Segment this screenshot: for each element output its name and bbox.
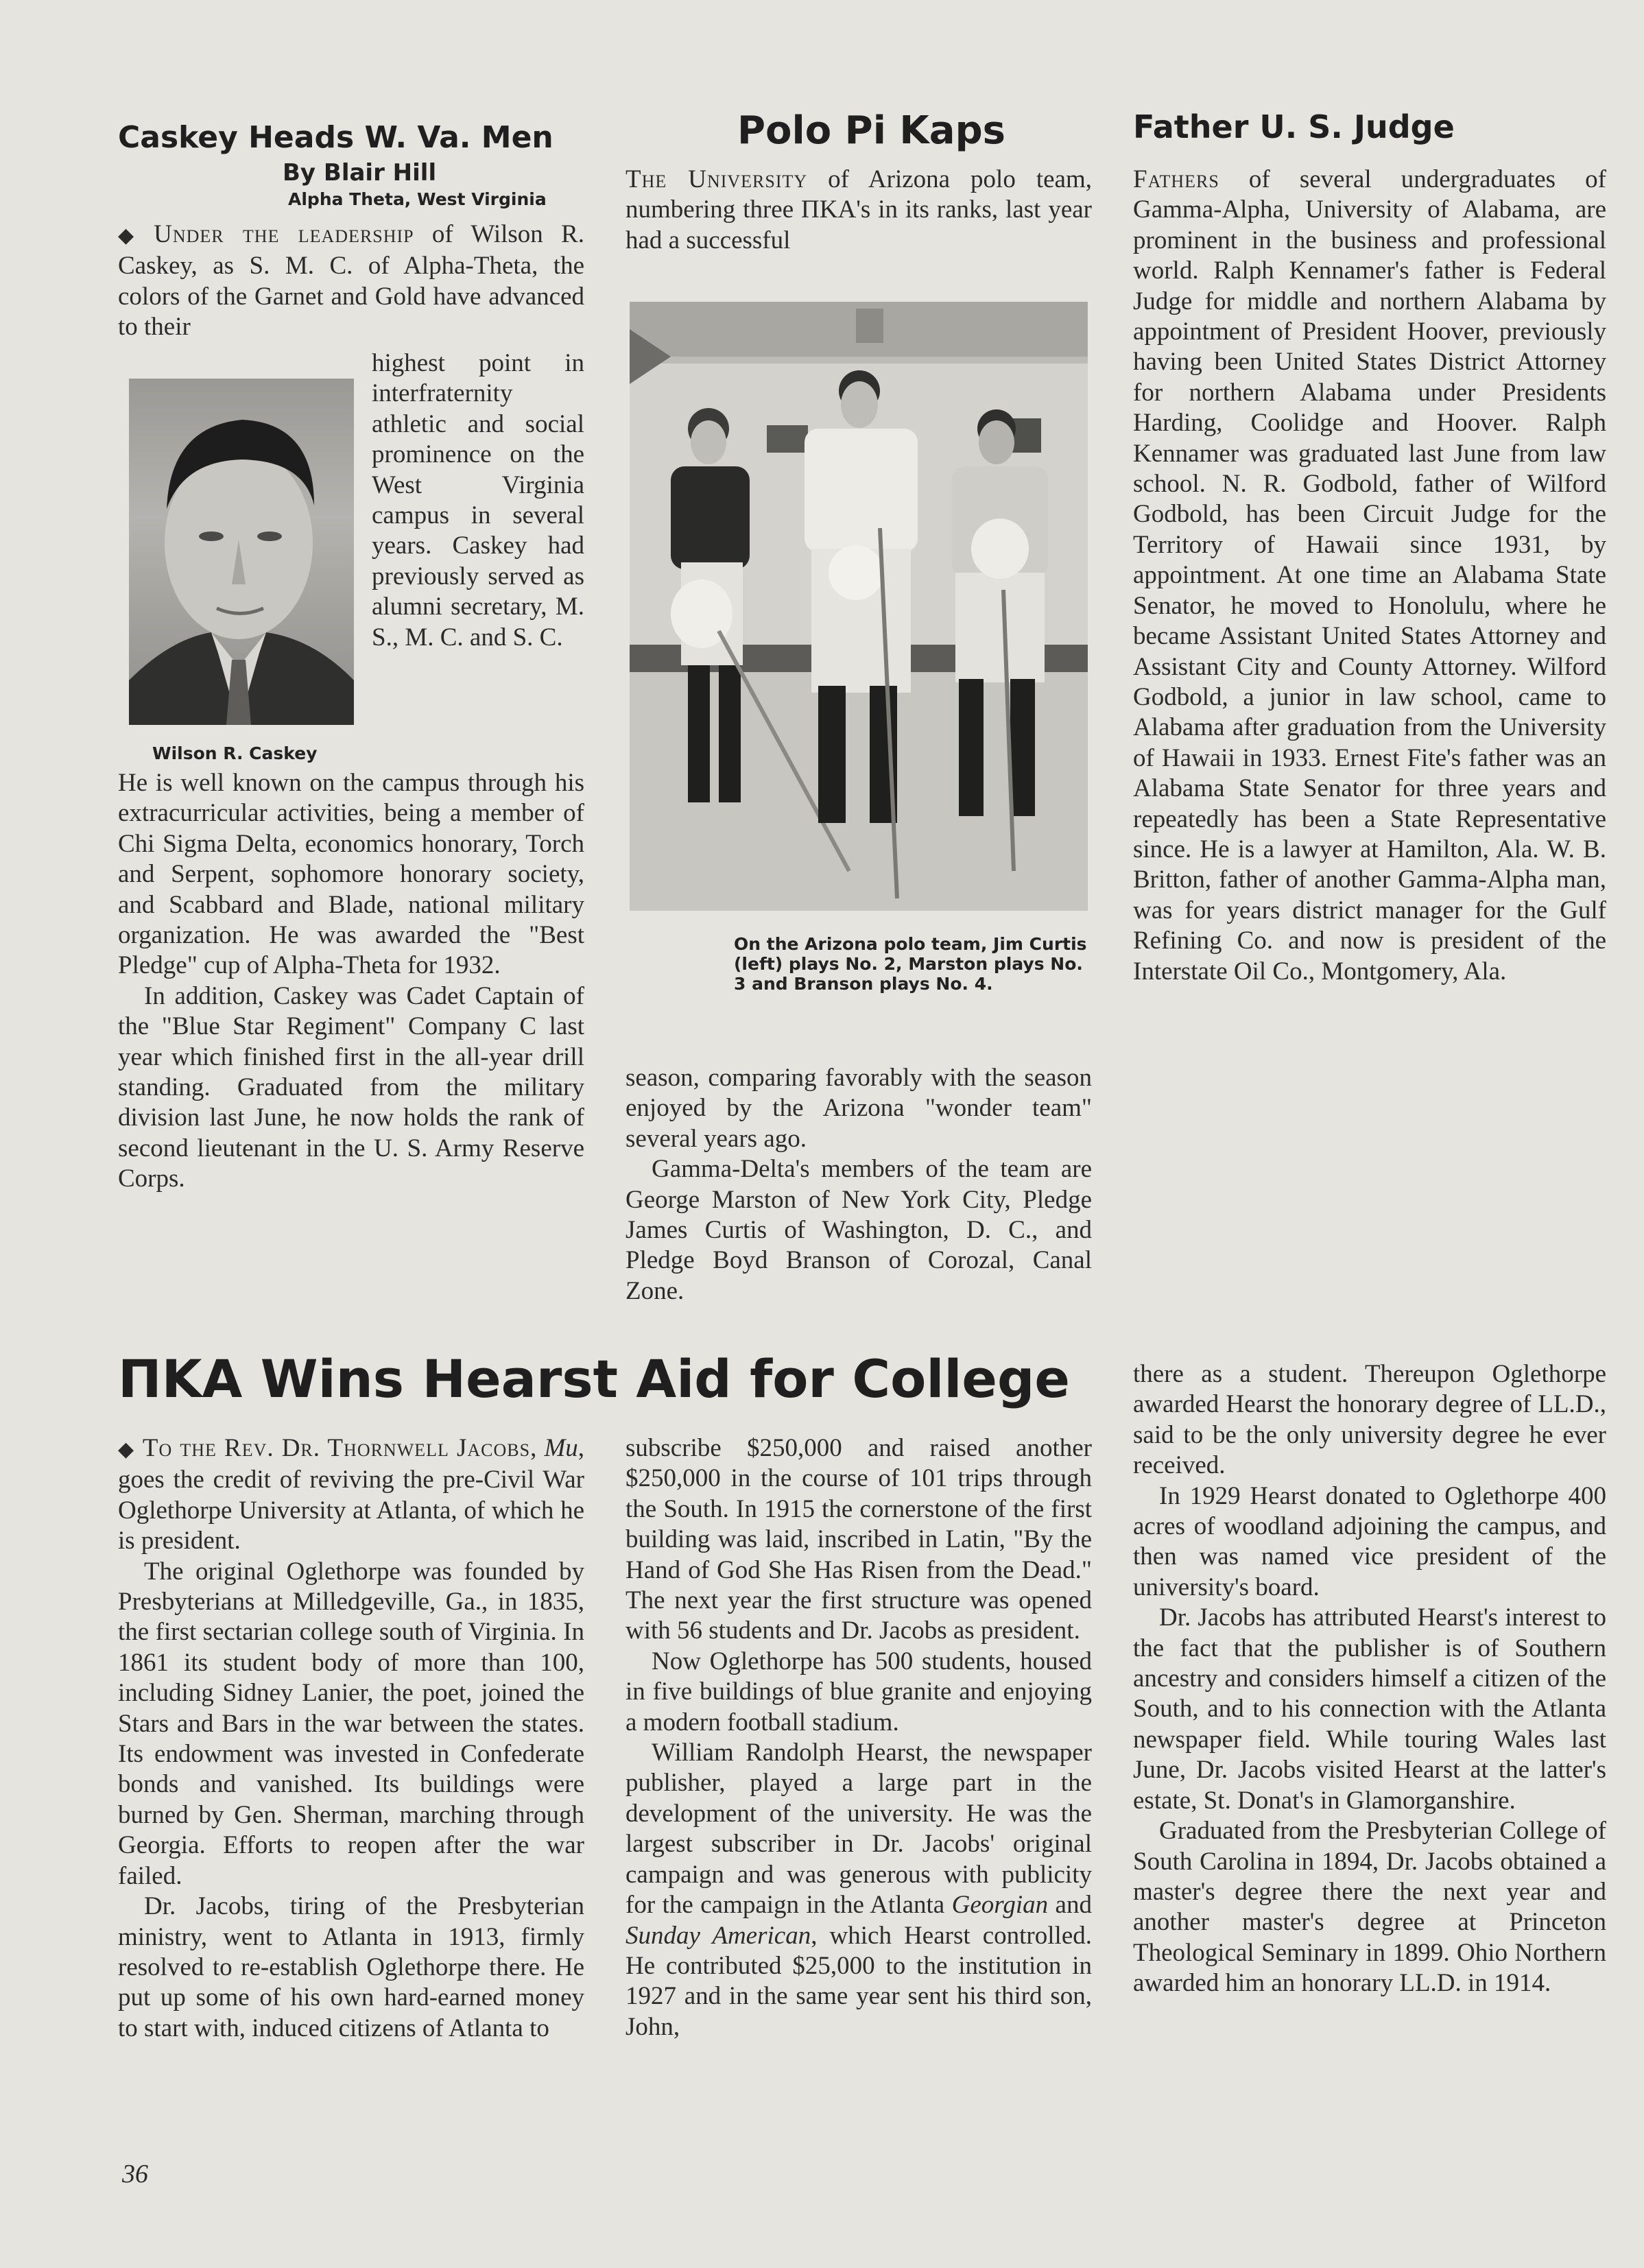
judge-headline: Father U. S. Judge xyxy=(1133,108,1455,145)
polo-body-para1: season, comparing favorably with the season enjoyed by the Arizona "wonder team" several years ago. xyxy=(626,1064,1092,1153)
hearst-c3-para1: there as a student. Thereupon Oglethorpe awarded Hearst the honorary degree of LL.D., said to be the only university degree he ever received. xyxy=(1133,1360,1606,1480)
hearst-col1 xyxy=(118,1433,584,2044)
bullet-diamond-icon: ◆ xyxy=(118,1438,134,1461)
caskey-body-para1: He is well known on the campus through his extracurricular activities, being a member of Chi Sigma Delta, economics honorary, Torch and Serpent, sophomore honorary society, and Scabbard and Blade, national military organization. He was awarded the "Best Pledge" cup of Alpha-Theta for 1932. xyxy=(118,769,584,980)
hearst-lead-rest: , goes the credit of reviving the pre-Civil War Oglethorpe University at Atlanta, of which he is president. xyxy=(118,1434,585,1555)
polo-intro-lead: The University xyxy=(626,165,808,193)
hearst-c2-para3 xyxy=(626,1738,1092,2042)
hearst-lead-para xyxy=(118,1433,584,1557)
caskey-byline-affiliation: Alpha Theta, West Virginia xyxy=(288,189,547,209)
hearst-georgian: Georgian xyxy=(951,1891,1049,1920)
hearst-col3 xyxy=(1133,1359,1606,1999)
judge-body-rest: of several undergraduates of Gamma-Alpha, University of Alabama, are prominent in the business and professional world. Ralph Kennamer's father is Federal Judge for middle and northern Alabama by appointment of President Hoover, previously having been United States District Attorney for northern Alabama under Presidents Harding, Coolidge and Hoover. Ralph Kennamer was graduated last June from law school. N. R. Godbold, father of Wilford Godbold, has been Circuit Judge for the Territory of Hawaii since 1931, by appointment. At one time an Alabama State Senator, he moved to Honolulu, where he became Assistant United States Attorney and Assistant City and County Attorney. Wilford Godbold, a junior in law school, came to Alabama after graduation from the University of Hawaii in 1933. Ernest Fite's father was an Alabama State Senator for three years and repeatedly has been a State Representative since. He is a lawyer at Hamilton, Ala. W. B. Britton, father of another Gamma-Alpha man, was for years district manager for the Gulf Refining Co. and now is president of the Interstate Oil Co., Montgomery, Ala. xyxy=(1133,165,1606,986)
polo-intro-para xyxy=(626,165,1092,256)
hearst-c2-para3a: William Randolph Hearst, the newspaper publisher, played a large part in the development of the university. He was the largest subscriber in Dr. Jacobs' original campaign and was generous with publicity for the campaign in the Atlanta xyxy=(626,1739,1092,1920)
hearst-c3-para2: In 1929 Hearst donated to Oglethorpe 400 acres of woodland adjoining the campus, and then was named vice president of the university's board. xyxy=(1133,1481,1606,1601)
hearst-headline: ΠKA Wins Hearst Aid for College xyxy=(118,1348,1070,1409)
caskey-intro-rest: of Wilson R. Caskey, as S. M. C. of Alpha-Theta, the colors of the Garnet and Gold have advanced to their xyxy=(118,220,584,342)
hearst-and: and xyxy=(1048,1891,1092,1920)
portrait-illustration xyxy=(129,379,354,725)
polo-intro-rest: of Arizona polo team, numbering three ΠKA's in its ranks, last year had a successful xyxy=(626,165,1092,254)
caskey-wrap-para: highest point in interfraternity athletic and social prominence on the West Virginia campus in several years. Caskey had previously served as alumni secretary, M. S., M. C. and S. C. xyxy=(372,349,584,652)
caskey-headline: Caskey Heads W. Va. Men xyxy=(118,120,553,155)
hearst-lead-sc: To the Rev. Dr. Thornwell Jacobs, xyxy=(142,1434,538,1462)
page-number: 36 xyxy=(122,2160,148,2188)
caskey-intro xyxy=(118,219,584,343)
hearst-c3-para3: Dr. Jacobs has attributed Hearst's interest to the fact that the publisher is of Southern ancestry and considers himself a citizen of the South, and to his connection with the Atlanta newspaper field. While touring Wales last June, Dr. Jacobs visited Hearst at the latter's estate, St. Donat's in Glamorganshire. xyxy=(1133,1603,1606,1815)
hearst-c1-para3: Dr. Jacobs, tiring of the Presbyterian ministry, went to Atlanta in 1913, firmly resolved to re-establish Oglethorpe there. He put up some of his own hard-earned money to start with, induced citizens of Atlanta to xyxy=(118,1892,584,2042)
hearst-lead-mu: Mu xyxy=(544,1434,578,1462)
caskey-byline: By Blair Hill xyxy=(283,159,437,187)
hearst-c1-para2: The original Oglethorpe was founded by Presbyterians at Milledgeville, Ga., in 1835, the first sectarian college south of Virginia. In 1861 its student body of more than 100, including Sidney Lanier, the poet, joined the Stars and Bars in the war between the states. Its endowment was invested in Confederate bonds and vanished. Its buildings were burned by Gen. Sherman, marching through Georgia. Efforts to reopen after the war failed. xyxy=(118,1557,584,1890)
caskey-portrait xyxy=(129,379,354,725)
judge-body xyxy=(1133,165,1606,987)
hearst-c2-para1: subscribe $250,000 and raised another $250,000 in the course of 101 trips through the South. In 1915 the cornerstone of the first building was laid, inscribed in Latin, "By the Hand of God She Has Risen from the Dead." The next year the first structure was opened with 56 students and Dr. Jacobs as president. xyxy=(626,1434,1092,1645)
polo-team-photo xyxy=(630,302,1088,911)
hearst-c3-para4: Graduated from the Presbyterian College of South Carolina in 1894, Dr. Jacobs obtained a master's degree there the next year and another master's degree at Princeton Theological Seminary in 1899. Ohio Northern awarded him an honorary LL.D. in 1914. xyxy=(1133,1817,1606,1998)
polo-intro xyxy=(626,165,1092,256)
hearst-sunday-american: Sunday American xyxy=(626,1921,811,1950)
hearst-c2-para2: Now Oglethorpe has 500 students, housed in five buildings of blue granite and enjoying a modern football stadium. xyxy=(626,1647,1092,1736)
polo-body xyxy=(626,1063,1092,1306)
caskey-body-para2: In addition, Caskey was Cadet Captain of the "Blue Star Regiment" Company C last year which finished first in the all-year drill standing. Graduated from the military division last June, he now holds the rank of second lieutenant in the U. S. Army Reserve Corps. xyxy=(118,981,584,1193)
polo-headline: Polo Pi Kaps xyxy=(737,108,1006,153)
bullet-diamond-icon: ◆ xyxy=(118,224,146,247)
polo-photo-caption: On the Arizona polo team, Jim Curtis (left) plays No. 2, Marston plays No. 3 and Branson plays No. 4. xyxy=(734,934,1087,994)
hearst-c2-para3b: , which Hearst controlled. He contributed $25,000 to the institution in 1927 and in the same year sent his third son, John, xyxy=(626,1921,1092,2041)
caskey-wrap-text xyxy=(372,348,584,653)
caskey-intro-para xyxy=(118,219,584,343)
polo-body-para2: Gamma-Delta's members of the team are George Marston of New York City, Pledge James Curtis of Washington, D. C., and Pledge Boyd Branson of Corozal, Canal Zone. xyxy=(626,1155,1092,1305)
judge-body-lead: Fathers xyxy=(1133,165,1219,193)
polo-illustration xyxy=(630,302,1088,911)
caskey-body xyxy=(118,768,584,1195)
judge-body-para xyxy=(1133,165,1606,987)
caskey-photo-caption: Wilson R. Caskey xyxy=(152,743,318,763)
hearst-col2 xyxy=(626,1433,1092,2042)
caskey-intro-lead: Under the leadership xyxy=(154,220,414,248)
